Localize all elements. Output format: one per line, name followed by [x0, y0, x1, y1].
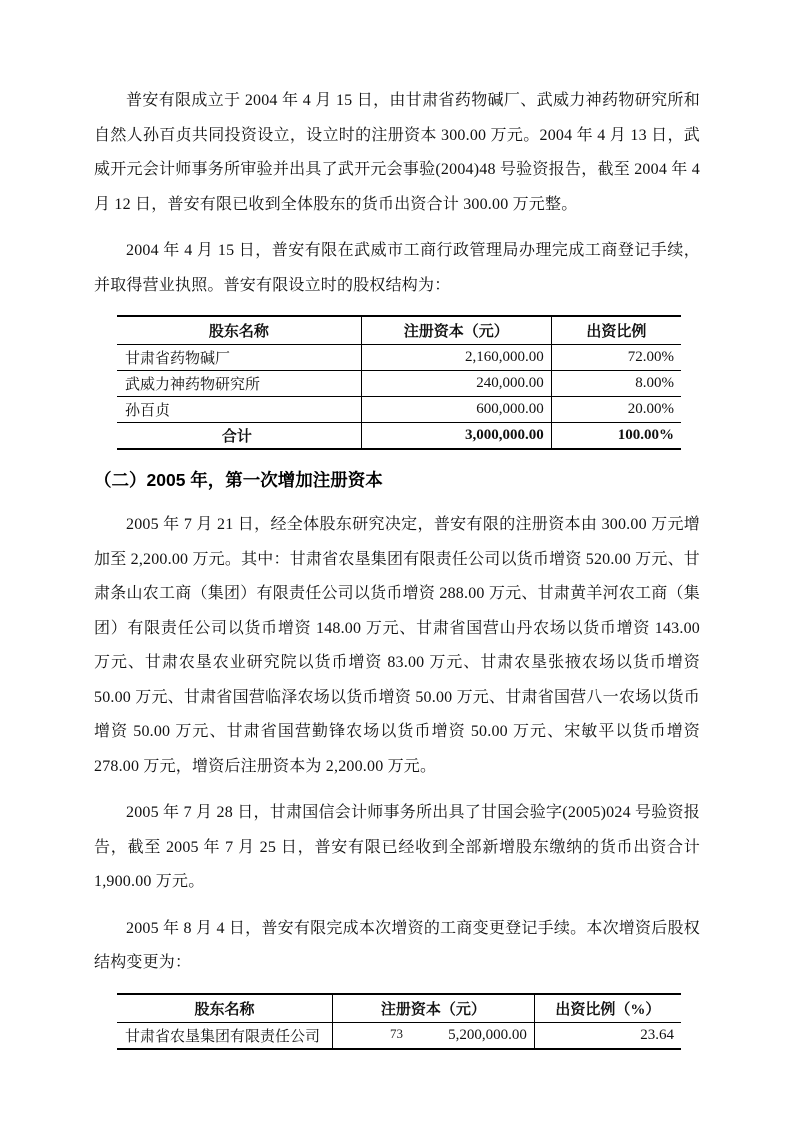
column-header-registered-capital: 注册资本（元） [361, 316, 551, 345]
contribution-ratio-value: 20.00% [551, 397, 681, 423]
paragraph-registration-change: 2005 年 8 月 4 日，普安有限完成本次增资的工商变更登记手续。本次增资后股权结构变更为： [94, 919, 700, 971]
table-row [117, 371, 681, 397]
paragraph-company-founding: 普安有限成立于 2004 年 4 月 15 日，由甘肃省药物碱厂、武威力神药物研究所和自然人孙百贞共同投资设立，设立时的注册资本 300.00 万元。2004 年 4 月 13 日，武威开元会计师事务所审验并出具了武开元会事验(2004)48 号验资报告，截至 2004 年 4 月 12 日，普安有限已收到全体股东的货币出资合计 300.00 万元整。 [94, 92, 700, 213]
total-label: 合计 [117, 423, 361, 450]
paragraph-capital-increase-details: 2005 年 7 月 21 日，经全体股东研究决定，普安有限的注册资本由 300.00 万元增加至 2,200.00 万元。其中：甘肃省农垦集团有限责任公司以货币增资 520.00 万元、甘肃条山农工商（集团）有限责任公司以货币增资 288.00 万元、甘肃黄羊河农工商（集团）有限责任公司以货币增资 148.00 万元、甘肃省国营山丹农场以货币增资 143.00 万元、甘肃农垦农业研究院以货币增资 83.00 万元、甘肃农垦张掖农场以货币增资 50.00 万元、甘肃省国营临泽农场以货币增资 50.00 万元、甘肃省国营八一农场以货币增资 50.00 万元、甘肃省国营勤锋农场以货币增资 50.00 万元、宋敏平以货币增资 278.00 万元，增资后注册资本为 2,200.00 万元。 [94, 516, 700, 775]
paragraph-business-registration: 2004 年 4 月 15 日，普安有限在武威市工商行政管理局办理完成工商登记手续，并取得营业执照。普安有限设立时的股权结构为： [94, 242, 700, 294]
column-header-shareholder: 股东名称 [117, 994, 332, 1023]
column-header-contribution-ratio: 出资比例 [551, 316, 681, 345]
shareholder-name: 甘肃省农垦集团有限责任公司 [125, 1028, 321, 1045]
registered-capital-value: 600,000.00 [361, 397, 551, 423]
total-registered-capital: 3,000,000.00 [361, 423, 551, 450]
shareholder-name: 武威力神药物研究所 [117, 371, 361, 397]
initial-equity-structure-table [117, 315, 681, 450]
registered-capital-value: 240,000.00 [361, 371, 551, 397]
table-row [117, 345, 681, 371]
total-contribution-ratio: 100.00% [551, 423, 681, 450]
paragraph-capital-verification: 2005 年 7 月 28 日，甘肃国信会计师事务所出具了甘国会验字(2005)024 号验资报告，截至 2005 年 7 月 25 日，普安有限已经收到全部新增股东缴纳的货币出资合计 1,900.00 万元。 [94, 804, 700, 890]
table-header-row [117, 316, 681, 345]
registered-capital-value: 2,160,000.00 [361, 345, 551, 371]
table-total-row [117, 423, 681, 450]
column-header-registered-capital: 注册资本（元） [332, 994, 534, 1023]
contribution-ratio-value: 23.64 [534, 1022, 681, 1049]
contribution-ratio-value: 8.00% [551, 371, 681, 397]
column-header-contribution-ratio: 出资比例（%） [534, 994, 681, 1023]
section-heading-first-capital-increase: （二）2005 年，第一次增加注册资本 [94, 470, 383, 490]
registered-capital-value: 5,200,000.00 [332, 1022, 534, 1049]
contribution-ratio-value: 72.00% [551, 345, 681, 371]
shareholder-name: 孙百贞 [117, 397, 361, 423]
table-header-row [117, 994, 681, 1023]
page-number: 73 [390, 1026, 403, 1041]
shareholder-name: 甘肃省药物碱厂 [125, 351, 231, 367]
table-row [117, 397, 681, 423]
column-header-shareholder: 股东名称 [117, 316, 361, 345]
